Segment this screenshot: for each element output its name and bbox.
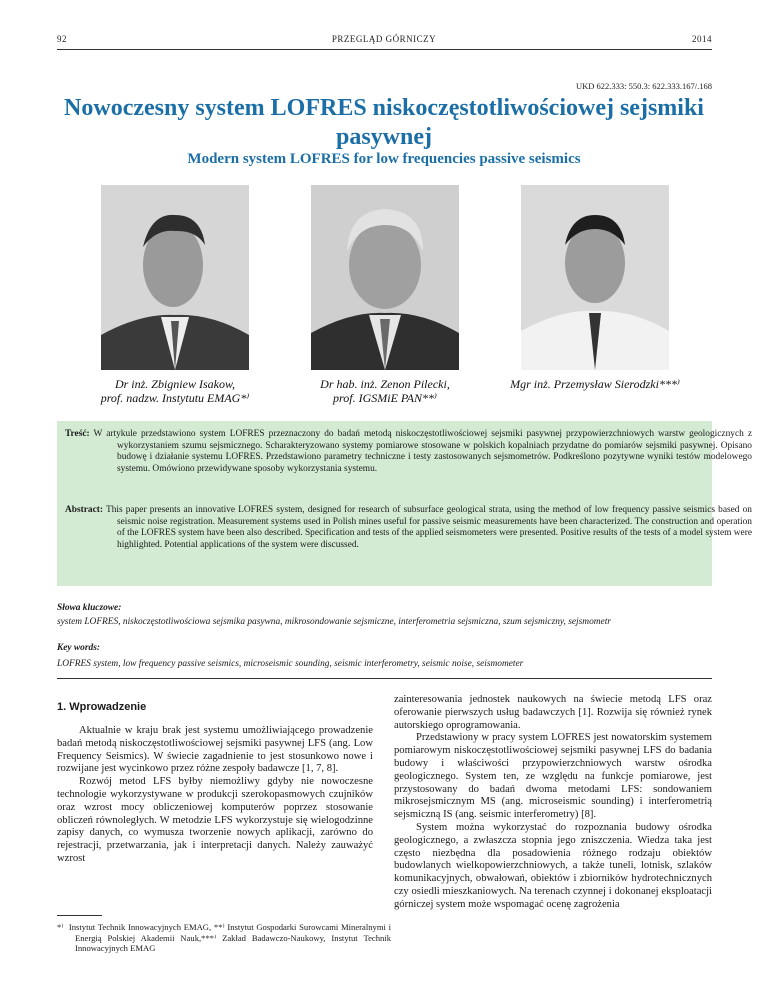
summary-pl-label: Treść: — [65, 429, 90, 439]
summary-en-label: Abstract: — [65, 505, 104, 515]
page-subtitle: Modern system LOFRES for low frequencies passive seismics — [187, 151, 581, 167]
summary-en-text: This paper presents an innovative LOFRES system, designed for research of subsurface geological strata, using the method of low frequency passive seismics based on seismic noise registration. Measurement systems used in Polish mines useful for passive seismic measurements have been characterized. The construction and operation of the LOFRES system have been also described. Specification and tests of the applied seismometers were presented. Positive results of the tests of a model system were highlighted. Potential applications of the system were discussed. — [105, 505, 752, 550]
summary-pl-text: W artykule przedstawiono system LOFRES przeznaczony do badań metodą niskoczęstotliwościowej sejsmiki pasywnej przypowierzchniowych warstw geologicznych z wykorzystaniem szumu sejsmicznego. Scharakteryzowano systemy pomiarowe stosowane w polskich kopalniach przydatne do pomiarów sejsmiki pasywnej. Opisano budowę i działanie systemu LOFRES. Przedstawiono parametry techniczne i testy zastosowanych sejsmometrów. Podkreślono pozytywne wyniki testów modelowego systemu. Omówiono przewidywane sposoby wykorzystania systemu. — [93, 429, 752, 474]
summary-pl — [65, 429, 752, 475]
author-caption-1 — [70, 377, 280, 405]
intro-paragraph-3: zainteresowania jednostek naukowych na świecie metodą LFS oraz oferowanie pierwszych usług badawczych [1]. Rozwija się również rynek autorskiego oprogramowania. — [394, 694, 712, 731]
intro-paragraph-2: Rozwój metod LFS byłby niemożliwy gdyby nie nowoczesne technologie wykorzystywane w produkcji szerokopasmowych czujników oraz wzrost mocy obliczeniowej komputerów poprzez stosowanie obliczeń równoległych. W metodzie LFS wykorzystuje się wielogodzinne zapisy danych, co wymusza tworzenie nowych aplikacji, zarówno do rejestracji, przetwarzania, jak i interpretacji danych. Należy zauważyć wzrost — [57, 776, 373, 864]
abstract-box — [57, 421, 752, 586]
footnote-text: Instytut Technik Innowacyjnych EMAG, **⁾ Instytut Gospodarki Surowcami Mineralnymi i Energią Polskiej Akademii Nauk,***⁾ Zakład Badawczo-Naukowy, Instytut Technik Innowacyjnych EMAG — [68, 922, 392, 954]
keywords-en-label: Key words: — [57, 643, 100, 653]
section-heading: 1. Wprowadzenie — [57, 701, 147, 713]
right-column — [394, 694, 712, 912]
author-3-name: Mgr inż. Przemysław Sierodzki***⁾ — [510, 377, 680, 391]
page-number: 92 — [57, 34, 67, 44]
author-2-title: prof. IGSMiE PAN**⁾ — [333, 391, 437, 405]
author-2-name: Dr hab. inż. Zenon Pilecki, — [320, 377, 450, 391]
page-title: Nowoczesny system LOFRES niskoczęstotliwościowej sejsmiki pasywnej — [64, 95, 704, 150]
footnote-rule — [57, 915, 102, 916]
intro-paragraph-5: System można wykorzystać do rozpoznania budowy ośrodka geologicznego, a zwłaszcza stopnia jego zniszczenia. Wiedza taka jest często niezbędna dla posadowienia różnego rodzaju obiektów budowlanych wielkopowierzchniowych, a także tuneli, lotnisk, szlaków komunikacyjnych, obwałowań, obiektów i zbiorników hydrotechnicznych czy osiedli mieszkaniowych. Na terenach czynnej i dokonanej eksploatacji górniczej system może wspomagać ocenę zagrożenia — [394, 821, 712, 910]
footnote-mark: *⁾ — [57, 922, 64, 932]
footnote — [57, 922, 391, 954]
header-rule — [57, 49, 712, 50]
author-photo-3 — [521, 185, 669, 370]
author-1-title: prof. nadzw. Instytutu EMAG*⁾ — [100, 391, 250, 405]
keywords-pl: system LOFRES, niskoczęstotliwościowa sejsmika pasywna, mikrosondowanie sejsmiczne, interferometria sejsmiczna, szum sejsmiczny, sejsmometr — [57, 617, 611, 627]
udk-code: UKD 622.333: 550.3: 622.333.167/.168 — [576, 81, 712, 91]
author-caption-3 — [490, 377, 700, 391]
intro-paragraph-4: Przedstawiony w pracy system LOFRES jest nowatorskim systemem pomiarowym niskoczęstotliwościowej sejsmiki pasywnej LFS do badania budowy i właściwości przypowierzchniowych warstw ośrodka geologicznego. System ten, ze względu na funkcje pomiarowe, jest przystosowany do badań dwoma metodami LFS: sondowaniem mikrosejsmicznym MS (ang. microseismic sounding) i interferometrią sejsmiczną IS (ang. seismic interferometry) [8]. — [394, 732, 712, 821]
author-1-name: Dr inż. Zbigniew Isakow, — [114, 377, 236, 391]
journal-name: PRZEGLĄD GÓRNICZY — [331, 34, 437, 44]
journal-year: 2014 — [692, 34, 712, 44]
summary-en — [65, 505, 752, 551]
intro-paragraph-1: Aktualnie w kraju brak jest systemu umożliwiającego prowadzenie badań metodą niskoczęstotliwościowej sejsmiki pasywnej LFS (ang. Low Frequency Seismics). W świecie zagadnienie to jest stosunkowo nowe i rozwijane jest wycinkowo przez różne zespoły badawcze [1, 7, 8]. — [57, 725, 373, 775]
keywords-en: LOFRES system, low frequency passive seismics, microseismic sounding, seismic interferometry, seismic noise, seismometer — [57, 659, 524, 669]
author-photo-1 — [101, 185, 249, 370]
keywords-pl-label: Słowa kluczowe: — [57, 603, 122, 613]
keywords-rule — [57, 678, 712, 679]
author-caption-2 — [280, 377, 490, 405]
left-column — [57, 725, 373, 866]
author-photo-2 — [311, 185, 459, 370]
